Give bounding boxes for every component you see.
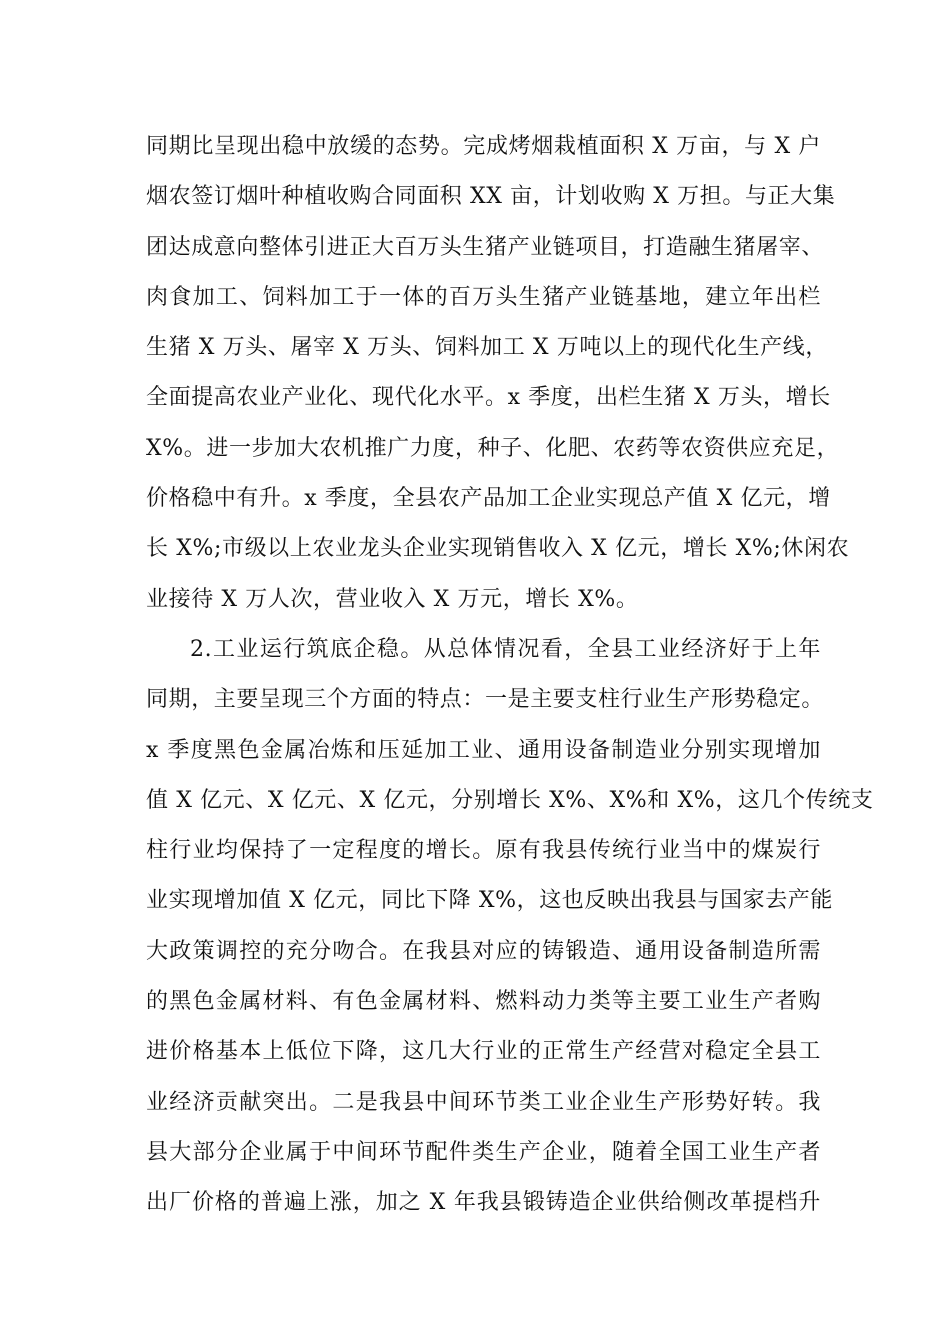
text-line: 全面提高农业产业化、现代化水平。x 季度，出栏生猪 X 万头，增长	[146, 385, 831, 411]
text-line: 业经济贡献突出。二是我县中间环节类工业企业生产形势好转。我	[146, 1089, 821, 1115]
text-line: 值 X 亿元、X 亿元、X 亿元，分别增长 X%、X%和 X%，这几个传统支	[146, 787, 874, 813]
text-line: X%。进一步加大农机推广力度，种子、化肥、农药等农资供应充足，	[146, 435, 840, 461]
text-line: 价格稳中有升。x 季度，全县农产品加工企业实现总产值 X 亿元，增	[146, 486, 831, 512]
text-line: 长 X%;市级以上农业龙头企业实现销售收入 X 亿元，增长 X%;休闲农	[146, 536, 850, 562]
text-line: 出厂价格的普遍上涨，加之 X 年我县锻铸造企业供给侧改革提档升	[146, 1190, 821, 1216]
body-text	[146, 129, 874, 1236]
text-line: 县大部分企业属于中间环节配件类生产企业，随着全国工业生产者	[146, 1139, 821, 1165]
text-line: 的黑色金属材料、有色金属材料、燃料动力类等主要工业生产者购	[146, 989, 821, 1015]
text-line: 柱行业均保持了一定程度的增长。原有我县传统行业当中的煤炭行	[146, 838, 821, 864]
text-line: 业接待 X 万人次，营业收入 X 万元，增长 X%。	[146, 586, 639, 612]
text-line: 团达成意向整体引进正大百万头生猪产业链项目，打造融生猪屠宰、	[146, 234, 825, 260]
text-line: 同期，主要呈现三个方面的特点：一是主要支柱行业生产形势稳定。	[146, 687, 825, 713]
text-line: 业实现增加值 X 亿元，同比下降 X%，这也反映出我县与国家去产能	[146, 888, 834, 914]
text-line: x 季度黑色金属冶炼和压延加工业、通用设备制造业分别实现增加	[146, 737, 821, 763]
text-line: 烟农签订烟叶种植收购合同面积 XX 亩，计划收购 X 万担。与正大集	[146, 184, 836, 210]
text-line: 大政策调控的充分吻合。在我县对应的铸锻造、通用设备制造所需	[146, 938, 821, 964]
text-line: 同期比呈现出稳中放缓的态势。完成烤烟栽植面积 X 万亩，与 X 户	[146, 134, 821, 159]
paragraph-first-line: 2.工业运行筑底企稳。从总体情况看，全县工业经济好于上年	[190, 636, 821, 662]
text-line: 进价格基本上低位下降，这几大行业的正常生产经营对稳定全县工	[146, 1039, 821, 1065]
text-line: 肉食加工、饲料加工于一体的百万头生猪产业链基地，建立年出栏	[146, 284, 821, 310]
text-line: 生猪 X 万头、屠宰 X 万头、饲料加工 X 万吨以上的现代化生产线，	[146, 335, 828, 361]
